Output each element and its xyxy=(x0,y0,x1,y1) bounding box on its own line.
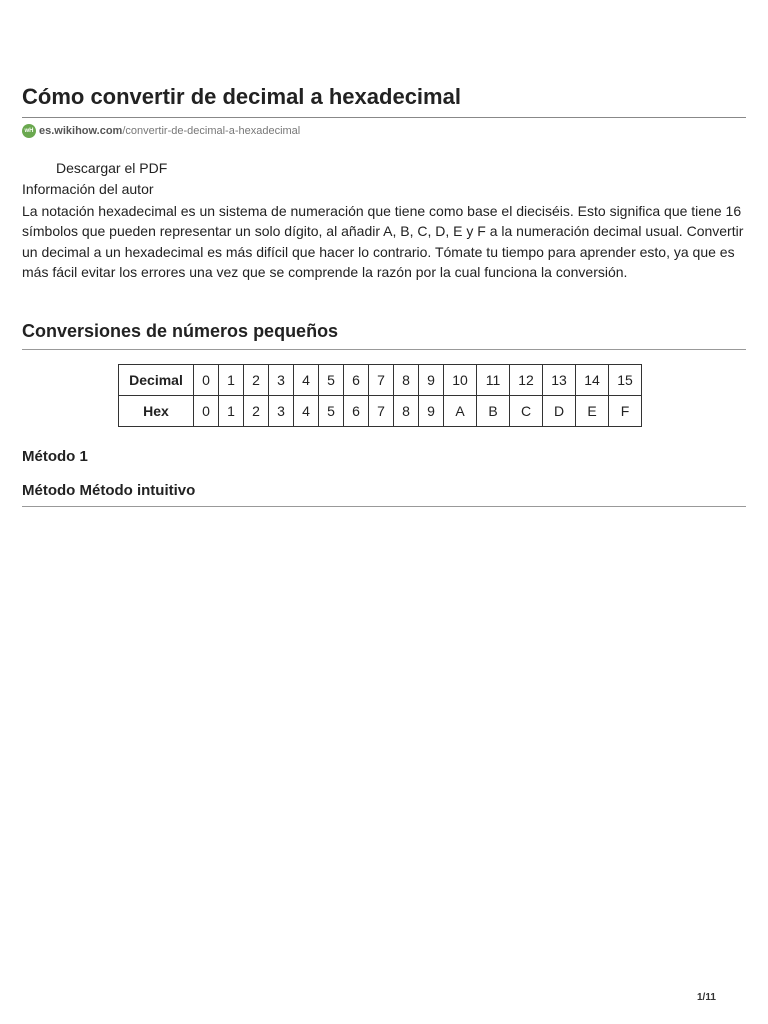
method-number: Método 1 xyxy=(22,448,88,465)
source-path: /convertir-de-decimal-a-hexadecimal xyxy=(122,125,301,137)
table-cell: 8 xyxy=(394,396,419,427)
table-cell: B xyxy=(477,396,510,427)
section-heading: Conversiones de números pequeños xyxy=(22,321,339,341)
table-cell: 4 xyxy=(294,396,319,427)
page-title: Cómo convertir de decimal a hexadecimal xyxy=(22,84,461,109)
table-row xyxy=(119,396,642,427)
table-cell: 12 xyxy=(510,365,543,396)
table-cell: 3 xyxy=(269,365,294,396)
table-cell: D xyxy=(543,396,576,427)
table-cell: 1 xyxy=(219,396,244,427)
table-cell: E xyxy=(576,396,609,427)
table-cell: 14 xyxy=(576,365,609,396)
intro-paragraph: La notación hexadecimal es un sistema de numeración que tiene como base el dieciséis. Esto significa que tiene 16 símbolos que pueden representar un solo dígito, al añadir A, B, C, D, E y F a la numeración decimal usual. Convertir un decimal a un hexadecimal es más difícil que hacer lo contrario. Tómate tu tiempo para aprender esto, ya que es más fácil evitar los errores una vez que se comprende la razón por la cual funciona la conversión. xyxy=(22,203,744,281)
table-cell: 2 xyxy=(244,365,269,396)
table-cell: 7 xyxy=(369,396,394,427)
table-row xyxy=(119,365,642,396)
table-cell: 5 xyxy=(319,396,344,427)
table-cell: 5 xyxy=(319,365,344,396)
conversion-table xyxy=(118,364,642,427)
table-cell: 10 xyxy=(444,365,477,396)
method-divider xyxy=(22,506,746,507)
table-cell: 13 xyxy=(543,365,576,396)
table-cell: 6 xyxy=(344,365,369,396)
method-title: Método Método intuitivo xyxy=(22,482,196,499)
source-link[interactable] xyxy=(22,123,300,139)
table-cell: 3 xyxy=(269,396,294,427)
table-cell: 15 xyxy=(609,365,642,396)
table-cell: 11 xyxy=(477,365,510,396)
table-cell: 9 xyxy=(419,396,444,427)
table-cell: 7 xyxy=(369,365,394,396)
table-cell: C xyxy=(510,396,543,427)
table-cell: 2 xyxy=(244,396,269,427)
wikihow-logo-icon: wH xyxy=(22,124,36,138)
source-domain: es.wikihow.com xyxy=(39,125,123,137)
table-cell: A xyxy=(444,396,477,427)
author-info-link[interactable]: Información del autor xyxy=(22,181,154,197)
table-cell: 1 xyxy=(219,365,244,396)
section-divider xyxy=(22,349,746,350)
table-cell: F xyxy=(609,396,642,427)
download-pdf-link[interactable]: Descargar el PDF xyxy=(56,160,168,176)
row-header: Hex xyxy=(119,396,194,427)
title-divider xyxy=(22,117,746,118)
table-cell: 6 xyxy=(344,396,369,427)
table-cell: 8 xyxy=(394,365,419,396)
row-header: Decimal xyxy=(119,365,194,396)
table-cell: 0 xyxy=(194,396,219,427)
table-cell: 9 xyxy=(419,365,444,396)
page-number: 1/11 xyxy=(697,992,716,1003)
table-cell: 0 xyxy=(194,365,219,396)
table-cell: 4 xyxy=(294,365,319,396)
